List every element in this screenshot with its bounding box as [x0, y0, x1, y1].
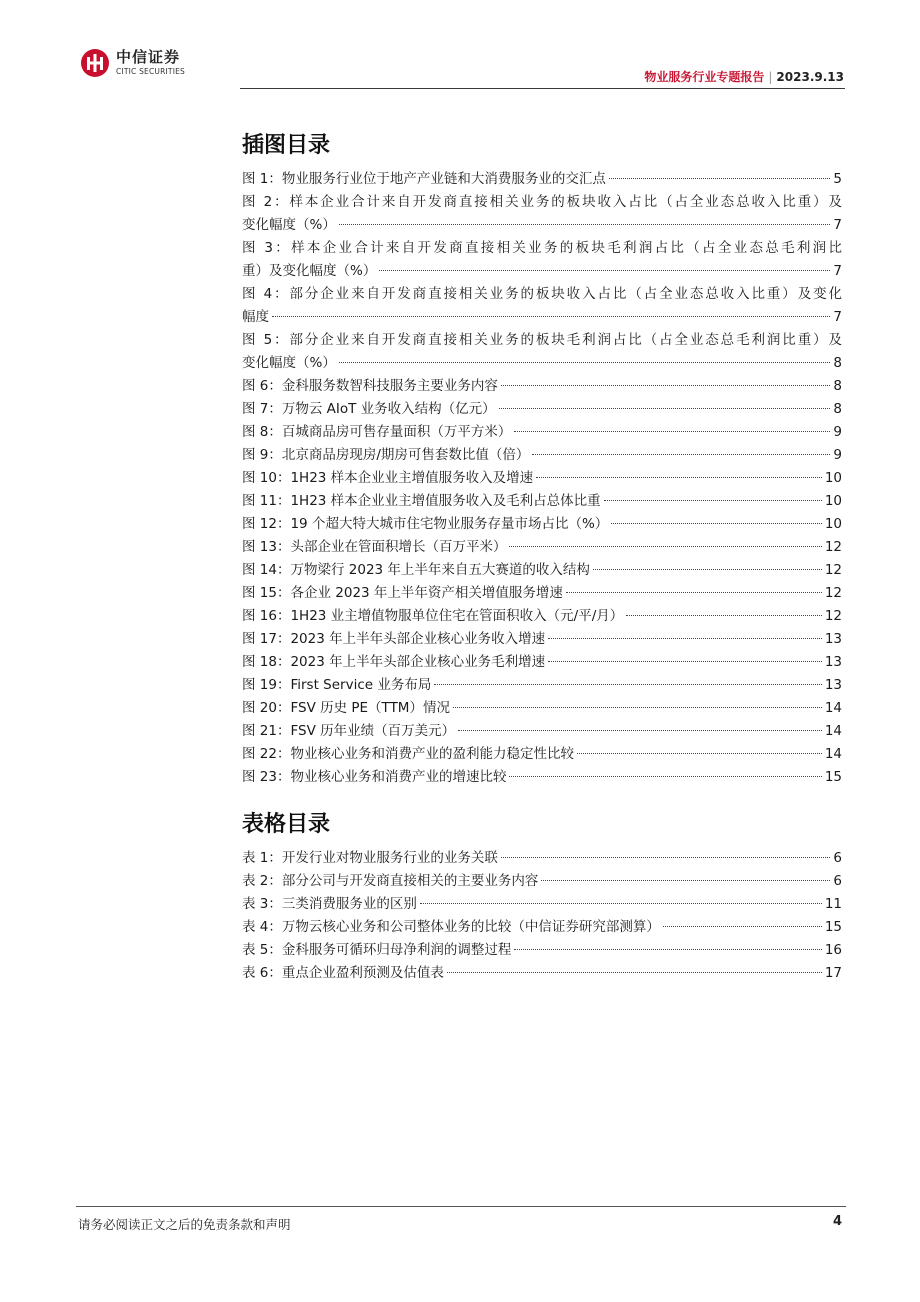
toc-page-number: 14	[824, 746, 842, 762]
dot-leader	[514, 430, 830, 432]
logo-chinese-name: 中信证券	[116, 48, 181, 67]
toc-entry[interactable]	[242, 720, 842, 743]
dot-leader	[379, 269, 830, 271]
toc-entry-label: 表 1：开发行业对物业服务行业的业务关联	[242, 850, 498, 866]
dot-leader	[532, 453, 830, 455]
toc-page-number: 17	[824, 965, 842, 981]
report-type: 物业服务行业专题报告	[644, 70, 765, 84]
toc-page-number: 7	[833, 309, 842, 325]
dot-leader	[626, 614, 822, 616]
dot-leader	[509, 775, 821, 777]
dot-leader	[272, 315, 830, 317]
toc-page-number: 11	[824, 896, 842, 912]
footer-disclaimer: 请务必阅读正文之后的免责条款和声明	[78, 1217, 291, 1232]
dot-leader	[609, 177, 831, 179]
toc-entry-label: 表 5：金科服务可循环归母净利润的调整过程	[242, 942, 512, 958]
toc-entry[interactable]	[242, 490, 842, 513]
dot-leader	[548, 637, 822, 639]
header-divider	[240, 88, 845, 89]
toc-entry[interactable]	[242, 260, 842, 283]
figure-toc-list	[242, 168, 842, 789]
dot-leader	[536, 476, 822, 478]
toc-page-number: 12	[824, 562, 842, 578]
toc-entry-label: 图 10：1H23 样本企业业主增值服务收入及增速	[242, 470, 534, 486]
toc-entry-first-line[interactable]: 图 2：样本企业合计来自开发商直接相关业务的板块收入占比（占全业态总收入比重）及	[242, 194, 842, 210]
toc-page-number: 15	[824, 769, 842, 785]
toc-page-number: 10	[824, 470, 842, 486]
toc-entry-label: 表 6：重点企业盈利预测及估值表	[242, 965, 444, 981]
toc-entry[interactable]	[242, 513, 842, 536]
toc-content	[242, 128, 842, 985]
toc-entry[interactable]	[242, 962, 842, 985]
toc-entry-label: 图 18：2023 年上半年头部企业核心业务毛利增速	[242, 654, 546, 670]
dot-leader	[339, 223, 831, 225]
dot-leader	[577, 752, 822, 754]
toc-entry[interactable]	[242, 743, 842, 766]
toc-page-number: 14	[824, 700, 842, 716]
toc-entry-label: 幅度	[242, 309, 269, 325]
toc-page-number: 8	[833, 355, 842, 371]
toc-page-number: 9	[833, 424, 842, 440]
dot-leader	[604, 499, 822, 501]
dot-leader	[501, 384, 831, 386]
toc-page-number: 13	[824, 677, 842, 693]
toc-entry[interactable]	[242, 847, 842, 870]
report-info	[644, 68, 844, 85]
figure-list-title: 插图目录	[242, 133, 331, 158]
toc-entry-label: 图 22：物业核心业务和消费产业的盈利能力稳定性比较	[242, 746, 574, 762]
dot-leader	[499, 407, 831, 409]
toc-page-number: 10	[824, 493, 842, 509]
dot-leader	[458, 729, 822, 731]
toc-entry[interactable]	[242, 444, 842, 467]
dot-leader	[548, 660, 822, 662]
footer-divider	[76, 1206, 846, 1207]
toc-page-number: 7	[833, 263, 842, 279]
dot-leader	[541, 879, 830, 881]
toc-entry[interactable]	[242, 214, 842, 237]
toc-page-number: 7	[833, 217, 842, 233]
toc-entry-label: 重）及变化幅度（%）	[242, 263, 377, 279]
dot-leader	[447, 971, 822, 973]
page-header	[0, 0, 920, 100]
toc-entry[interactable]	[242, 467, 842, 490]
toc-entry[interactable]	[242, 870, 842, 893]
toc-entry-label: 图 6：金科服务数智科技服务主要业务内容	[242, 378, 498, 394]
toc-page-number: 8	[833, 401, 842, 417]
toc-page-number: 9	[833, 447, 842, 463]
dot-leader	[593, 568, 822, 570]
toc-entry-first-line[interactable]: 图 3：样本企业合计来自开发商直接相关业务的板块毛利润占比（占全业态总毛利润比	[242, 240, 842, 256]
toc-entry[interactable]	[242, 559, 842, 582]
dot-leader	[566, 591, 822, 593]
toc-entry-label: 图 21：FSV 历年业绩（百万美元）	[242, 723, 456, 739]
toc-entry-first-line[interactable]: 图 5：部分企业来自开发商直接相关业务的板块毛利润占比（占全业态总毛利润比重）及	[242, 332, 842, 348]
toc-page-number: 12	[824, 539, 842, 555]
toc-entry[interactable]	[242, 375, 842, 398]
toc-entry-label: 图 20：FSV 历史 PE（TTM）情况	[242, 700, 450, 716]
toc-entry-label: 表 3：三类消费服务业的区别	[242, 896, 417, 912]
toc-entry[interactable]	[242, 421, 842, 444]
dot-leader	[611, 522, 822, 524]
toc-entry[interactable]	[242, 605, 842, 628]
toc-page-number: 16	[824, 942, 842, 958]
report-date: 2023.9.13	[776, 70, 844, 84]
logo-english-name: CITIC SECURITIES	[116, 67, 186, 77]
dot-leader	[434, 683, 821, 685]
toc-entry-label: 变化幅度（%）	[242, 217, 336, 233]
toc-entry-label: 图 1：物业服务行业位于地产产业链和大消费服务业的交汇点	[242, 171, 606, 187]
toc-page-number: 12	[824, 585, 842, 601]
toc-entry-label: 图 23：物业核心业务和消费产业的增速比较	[242, 769, 507, 785]
toc-entry-label: 图 9：北京商品房现房/期房可售套数比值（倍）	[242, 447, 530, 463]
dot-leader	[420, 902, 822, 904]
citic-logo	[80, 48, 185, 78]
dot-leader	[501, 856, 831, 858]
toc-entry-label: 表 2：部分公司与开发商直接相关的主要业务内容	[242, 873, 539, 889]
toc-page-number: 13	[824, 631, 842, 647]
citic-emblem-icon	[80, 48, 110, 78]
toc-entry[interactable]	[242, 306, 842, 329]
toc-page-number: 12	[824, 608, 842, 624]
toc-entry-label: 图 12：19 个超大特大城市住宅物业服务存量市场占比（%）	[242, 516, 609, 532]
toc-entry-label: 图 8：百城商品房可售存量面积（万平方米）	[242, 424, 512, 440]
toc-page-number: 15	[824, 919, 842, 935]
toc-entry-label: 图 13：头部企业在管面积增长（百万平米）	[242, 539, 507, 555]
dot-leader	[663, 925, 822, 927]
toc-entry[interactable]	[242, 939, 842, 962]
toc-entry-label: 图 11：1H23 样本企业业主增值服务收入及毛利占总体比重	[242, 493, 601, 509]
toc-page-number: 6	[833, 850, 842, 866]
toc-entry[interactable]	[242, 916, 842, 939]
toc-entry-first-line[interactable]: 图 4：部分企业来自开发商直接相关业务的板块收入占比（占全业态总收入比重）及变化	[242, 286, 842, 302]
toc-page-number: 6	[833, 873, 842, 889]
toc-entry[interactable]	[242, 398, 842, 421]
table-toc-list	[242, 847, 842, 985]
toc-entry-label: 图 7：万物云 AIoT 业务收入结构（亿元）	[242, 401, 496, 417]
toc-entry-label: 图 17：2023 年上半年头部企业核心业务收入增速	[242, 631, 546, 647]
toc-entry-label: 变化幅度（%）	[242, 355, 336, 371]
toc-page-number: 10	[824, 516, 842, 532]
toc-entry[interactable]	[242, 168, 842, 191]
toc-entry-label: 图 14：万物梁行 2023 年上半年来自五大赛道的收入结构	[242, 562, 590, 578]
toc-entry-label: 图 16：1H23 业主增值物服单位住宅在管面积收入（元/平/月）	[242, 608, 624, 624]
toc-page-number: 8	[833, 378, 842, 394]
toc-entry[interactable]	[242, 628, 842, 651]
page-number: 4	[832, 1214, 842, 1229]
toc-entry-label: 图 19：First Service 业务布局	[242, 677, 432, 693]
toc-entry[interactable]	[242, 582, 842, 605]
toc-entry[interactable]	[242, 697, 842, 720]
toc-entry[interactable]	[242, 536, 842, 559]
toc-entry[interactable]	[242, 352, 842, 375]
dot-leader	[514, 948, 821, 950]
toc-page-number: 5	[833, 171, 842, 187]
toc-entry[interactable]	[242, 766, 842, 789]
toc-entry-label: 表 4：万物云核心业务和公司整体业务的比较（中信证券研究部测算）	[242, 919, 660, 935]
dot-leader	[339, 361, 831, 363]
table-list-title: 表格目录	[242, 812, 331, 837]
toc-entry[interactable]	[242, 651, 842, 674]
toc-entry[interactable]	[242, 893, 842, 916]
header-separator: |	[768, 70, 773, 84]
toc-entry[interactable]	[242, 674, 842, 697]
toc-entry-label: 图 15：各企业 2023 年上半年资产相关增值服务增速	[242, 585, 563, 601]
toc-page-number: 14	[824, 723, 842, 739]
dot-leader	[453, 706, 822, 708]
dot-leader	[509, 545, 821, 547]
toc-page-number: 13	[824, 654, 842, 670]
